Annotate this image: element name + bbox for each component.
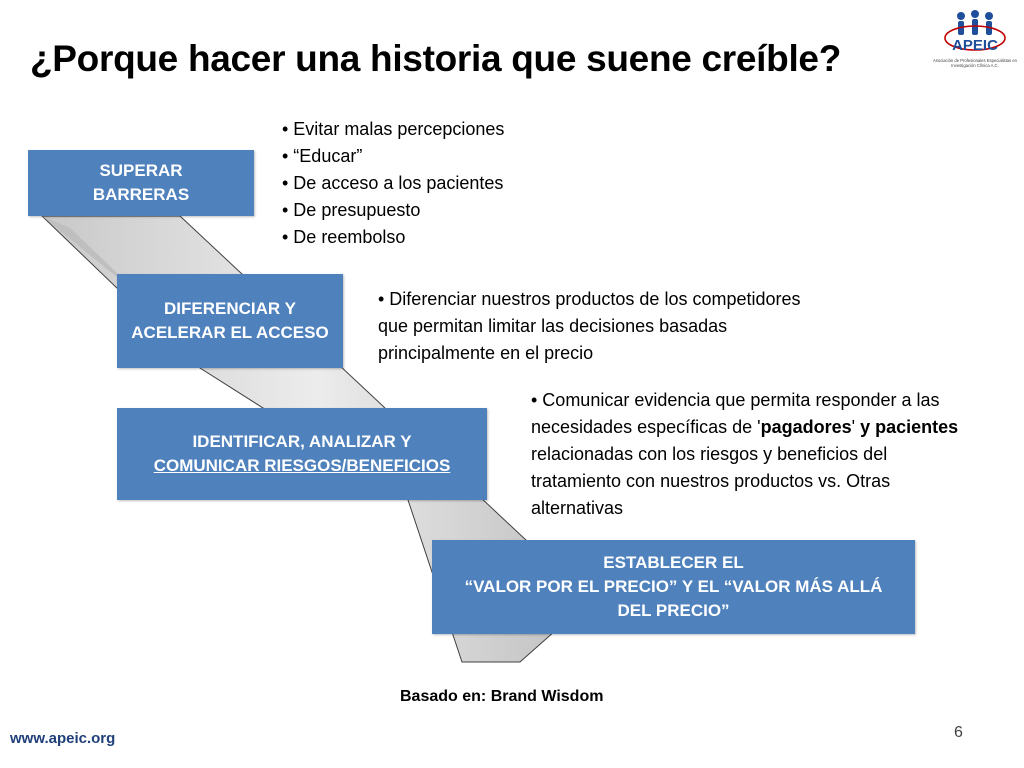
step-establecer-valor bbox=[432, 540, 915, 634]
bullet-item: • De acceso a los pacientes bbox=[282, 173, 504, 193]
bullet-text: necesidades específicas de ' bbox=[531, 417, 761, 437]
bullet-emphasis-pagadores: pagadores bbox=[760, 417, 852, 437]
bullet-text: ' bbox=[851, 417, 861, 437]
bullet-comunicar bbox=[531, 387, 958, 522]
step-4-line1: ESTABLECER EL bbox=[603, 553, 744, 572]
step-1-line1: SUPERAR bbox=[99, 161, 183, 180]
bullet-line: alternativas bbox=[531, 498, 624, 518]
step-diferenciar-acelerar bbox=[117, 274, 343, 368]
bullet-line: • Diferenciar nuestros productos de los competidores bbox=[378, 289, 801, 309]
step-4-line3: DEL PRECIO” bbox=[617, 601, 730, 620]
page-title: ¿Porque hacer una historia que suene creíble? bbox=[30, 38, 841, 79]
step-superar-barreras bbox=[28, 150, 254, 216]
bullets-barreras bbox=[282, 116, 504, 251]
bullet-line: • Comunicar evidencia que permita responder a las bbox=[531, 390, 940, 410]
step-3-line2: COMUNICAR RIESGOS/BENEFICIOS bbox=[153, 456, 451, 475]
page-number: 6 bbox=[954, 724, 963, 741]
bullet-line: que permitan limitar las decisiones basadas bbox=[378, 316, 728, 336]
bullet-item: • Evitar malas percepciones bbox=[282, 119, 505, 139]
bullet-line: principalmente en el precio bbox=[378, 343, 594, 363]
source-credit: Basado en: Brand Wisdom bbox=[400, 688, 604, 705]
step-1-line2: BARRERAS bbox=[92, 185, 190, 204]
step-4-line2: “VALOR POR EL PRECIO” Y EL “VALOR MÁS ALLÁ bbox=[464, 577, 883, 596]
step-identificar-comunicar bbox=[117, 408, 487, 500]
bullet-diferenciar bbox=[378, 286, 801, 367]
bullet-line: relacionadas con los riesgos y beneficios del bbox=[531, 444, 888, 464]
bullet-line: tratamiento con nuestros productos vs. Otras bbox=[531, 471, 891, 491]
logo-subtitle: Asociación de Profesionales Especialistas en Investigación Clínica A.C. bbox=[932, 58, 1018, 68]
step-2-line1: DIFERENCIAR Y bbox=[164, 299, 296, 318]
bullet-item: • De presupuesto bbox=[282, 200, 421, 220]
bullet-item: • “Educar” bbox=[282, 146, 363, 166]
footer-url-link[interactable]: www.apeic.org bbox=[10, 730, 116, 747]
bullet-emphasis-pacientes: y pacientes bbox=[860, 417, 959, 437]
step-3-line1: IDENTIFICAR, ANALIZAR Y bbox=[192, 432, 412, 451]
bullet-item: • De reembolso bbox=[282, 227, 406, 247]
apeic-logo-graphic bbox=[930, 8, 1020, 58]
apeic-logo bbox=[930, 8, 1020, 72]
step-2-line2: ACELERAR EL ACCESO bbox=[131, 323, 329, 342]
bullet-line bbox=[531, 414, 958, 441]
logo-wordmark: APEIC bbox=[952, 37, 998, 54]
